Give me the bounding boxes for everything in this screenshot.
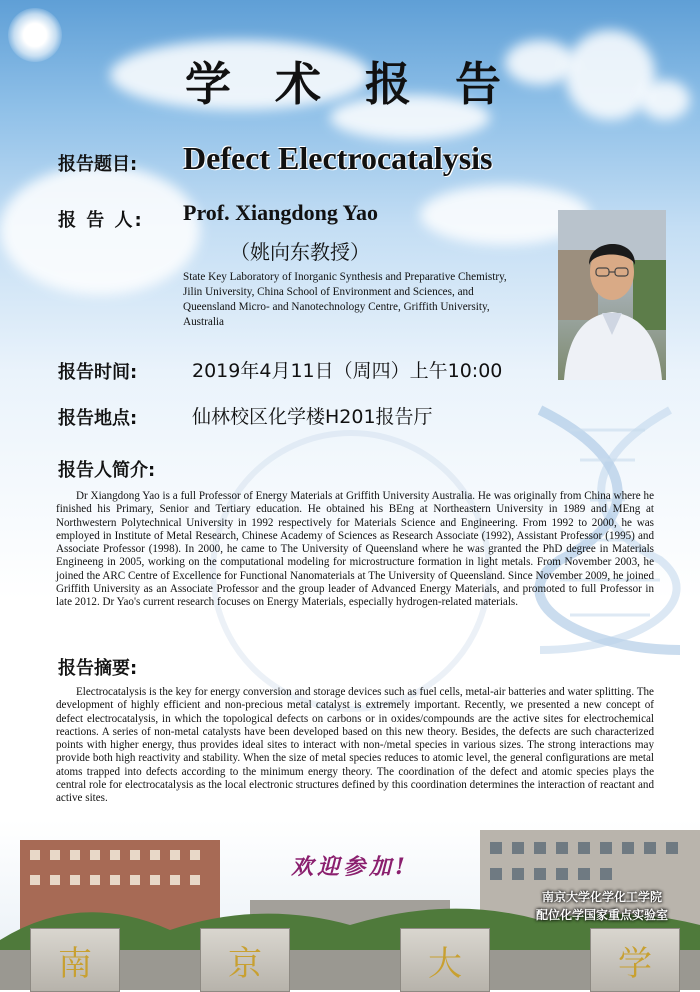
place-label: 报告地点: bbox=[58, 408, 138, 429]
time-label: 报告时间: bbox=[58, 362, 138, 383]
stone-character: 京 bbox=[228, 943, 262, 984]
speaker-photo bbox=[558, 210, 666, 380]
campus-stone bbox=[200, 928, 290, 992]
organizer-line: 南京大学化学化工学院 bbox=[541, 890, 662, 904]
stone-character: 学 bbox=[618, 943, 652, 984]
talk-place: 仙林校区化学楼H201报告厅 bbox=[192, 406, 433, 428]
speaker-name: Prof. Xiangdong Yao bbox=[183, 200, 378, 225]
talk-abstract: Electrocatalysis is the key for energy conversion and storage devices such as fuel cells, metal-air batteries and water splitting. The development of highly efficient and non-precious metal catalyst is extremely important. Recently, we presented a new concept of defect electrocatalysis, in which the topological defects on carbons or in oxides/compounds are the active sites for electrochemical reactions. A series of non-metal catalysts have been developed based on this new theory. Besides, the defects are such characterized points with higher energy, thus provides ideal sites to interact with non-/metal species in various sizes. The strong interactions may provide both high reactivity and stability. When the size of metal species reduces to atomic level, the general configurations are metal atoms trapped into defects according to the minimum energy theory. The coordination of the defect and atomic species plays the central role for electrocatalysis as the local electronic structures defined by this coordination determines the interaction of reactant and active sites. bbox=[56, 686, 654, 805]
speaker-name-chinese: （姚向东教授） bbox=[230, 240, 370, 264]
bio-heading: 报告人简介: bbox=[58, 460, 156, 481]
speaker-label: 报 告 人: bbox=[58, 210, 144, 231]
speaker-bio: Dr Xiangdong Yao is a full Professor of Energy Materials at Griffith University Australia. He was originally from China where he finished his Primary, Senior and Tertiary education. He obtained his BEng at Northeastern University in 1989 and MEng at Northwestern Polytechnical University in 1992 respectively for Materials Science and Engineering. From 1992 to 2000, he was employed in Institute of Metal Research, Chinese Academy of Sciences as Research Associate (1992), Assistant Professor (1995) and Associate Professor (1998). In 2000, he came to The University of Queensland where he was granted the PhD degree in Materials Engineeng in 2005, working on the computational modeling for microstructure formation in light metals. From November 2003, he joined the ARC Centre of Excellence for Functional Nanomaterials at The University of Queensland. Since November 2009, he joined Griffith University as an Associate Professor and the group leader of Advanced Energy Materials, and promoted to full Professor in late 2012. Dr Yao's current research focuses on Energy Materials, especially hydrogen-related materials. bbox=[56, 490, 654, 609]
welcome-text: 欢迎参加! bbox=[291, 854, 409, 880]
talk-time: 2019年4月11日（周四）上午10:00 bbox=[192, 360, 503, 382]
speaker-affiliation: State Key Laboratory of Inorganic Synthesis and Preparative Chemistry, Jilin University, China School of Environment and Sciences, and Queensland Micro- and Nanotechnology Centre, Griffith University, Australia bbox=[183, 271, 507, 328]
abstract-heading: 报告摘要: bbox=[58, 658, 138, 679]
campus-stone bbox=[30, 928, 120, 992]
campus-stone bbox=[400, 928, 490, 992]
campus-stone bbox=[590, 928, 680, 992]
organizer-block bbox=[518, 888, 686, 924]
stone-character: 大 bbox=[428, 943, 462, 984]
talk-topic: Defect Electrocatalysis bbox=[183, 140, 493, 176]
topic-label: 报告题目: bbox=[58, 154, 138, 175]
organizer-line: 配位化学国家重点实验室 bbox=[535, 908, 668, 922]
stone-character: 南 bbox=[58, 943, 92, 984]
poster-title: 学 术 报 告 bbox=[184, 57, 516, 111]
